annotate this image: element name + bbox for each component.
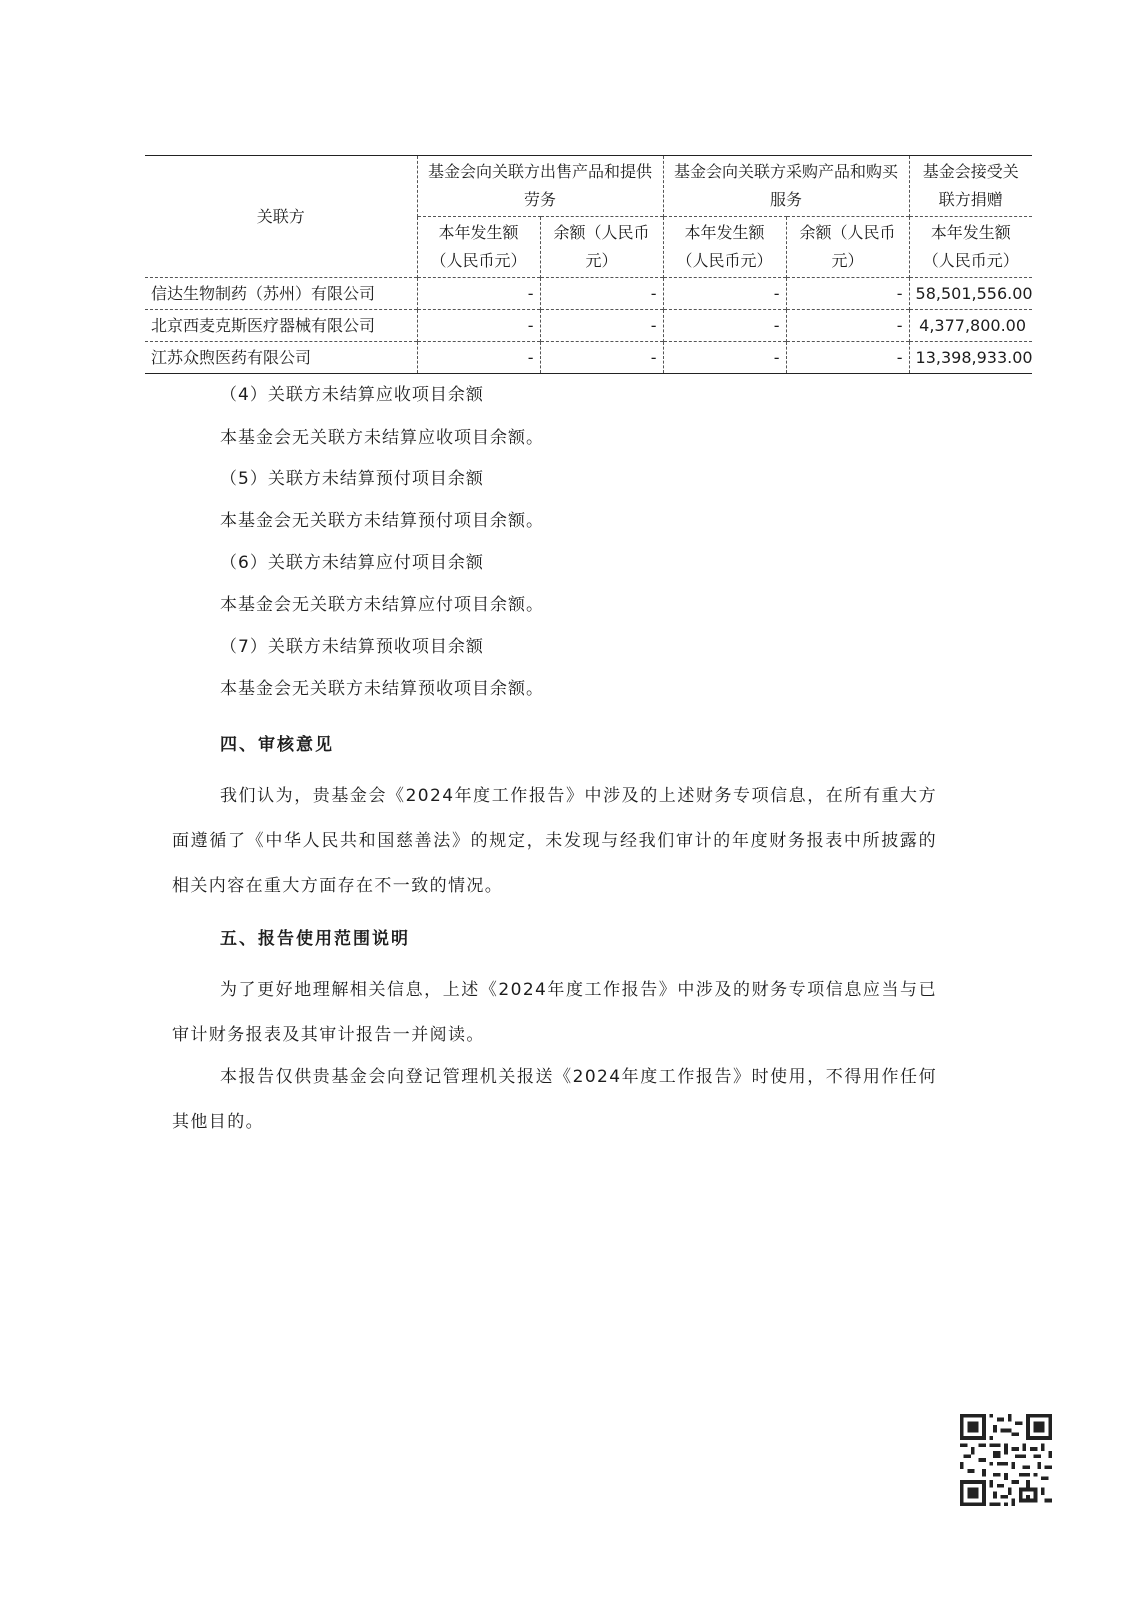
header-party: 关联方 (145, 156, 417, 278)
header-sales-balance: 余额（人民币元） (540, 217, 663, 278)
item-6-text: 本基金会无关联方未结算应付项目余额。 (220, 595, 544, 615)
item-6-title: （6）关联方未结算应付项目余额 (220, 553, 484, 573)
verification-qr-code (960, 1414, 1052, 1506)
section-5-paragraph-2: 本报告仅供贵基金会向登记管理机关报送《2024年度工作报告》时使用，不得用作任何其他目的。 (172, 1067, 937, 1132)
cell-purchase-balance: - (786, 278, 909, 310)
cell-sales-balance: - (540, 342, 663, 374)
cell-purchase-balance: - (786, 310, 909, 342)
cell-sales-balance: - (540, 278, 663, 310)
item-5-title: （5）关联方未结算预付项目余额 (220, 469, 484, 489)
cell-donation: 13,398,933.00 (909, 342, 1032, 374)
cell-sales-balance: - (540, 310, 663, 342)
related-party-table (145, 155, 1032, 374)
item-5-text: 本基金会无关联方未结算预付项目余额。 (220, 511, 544, 531)
section-5-heading: 五、报告使用范围说明 (220, 929, 410, 949)
item-7-text: 本基金会无关联方未结算预收项目余额。 (220, 679, 544, 699)
cell-purchase-amount: - (663, 278, 786, 310)
table-row (145, 310, 1032, 342)
header-sales-amount: 本年发生额（人民币元） (417, 217, 540, 278)
cell-party: 北京西麦克斯医疗器械有限公司 (145, 310, 417, 342)
header-donation-group: 基金会接受关联方捐赠 (909, 156, 1032, 217)
section-5-paragraph-1: 为了更好地理解相关信息，上述《2024年度工作报告》中涉及的财务专项信息应当与已审计财务报表及其审计报告一并阅读。 (172, 980, 937, 1045)
cell-purchase-amount: - (663, 342, 786, 374)
item-7-title: （7）关联方未结算预收项目余额 (220, 637, 484, 657)
header-purchase-amount: 本年发生额（人民币元） (663, 217, 786, 278)
item-4-text: 本基金会无关联方未结算应收项目余额。 (220, 428, 544, 448)
cell-donation: 58,501,556.00 (909, 278, 1032, 310)
header-sales-group: 基金会向关联方出售产品和提供劳务 (417, 156, 663, 217)
cell-purchase-balance: - (786, 342, 909, 374)
table-row (145, 278, 1032, 310)
header-donation-amount: 本年发生额（人民币元） (909, 217, 1032, 278)
section-4-paragraph: 我们认为，贵基金会《2024年度工作报告》中涉及的上述财务专项信息，在所有重大方面遵循了《中华人民共和国慈善法》的规定，未发现与经我们审计的年度财务报表中所披露的相关内容在重大方面存在不一致的情况。 (172, 786, 937, 896)
cell-donation: 4,377,800.00 (909, 310, 1032, 342)
cell-purchase-amount: - (663, 310, 786, 342)
section-4-heading: 四、审核意见 (220, 735, 334, 755)
cell-party: 江苏众煦医药有限公司 (145, 342, 417, 374)
cell-sales-amount: - (417, 278, 540, 310)
header-purchase-group: 基金会向关联方采购产品和购买服务 (663, 156, 909, 217)
related-party-table-wrapper (145, 155, 1032, 374)
table-row (145, 342, 1032, 374)
header-purchase-balance: 余额（人民币元） (786, 217, 909, 278)
cell-sales-amount: - (417, 310, 540, 342)
cell-sales-amount: - (417, 342, 540, 374)
item-4-title: （4）关联方未结算应收项目余额 (220, 385, 484, 405)
cell-party: 信达生物制药（苏州）有限公司 (145, 278, 417, 310)
